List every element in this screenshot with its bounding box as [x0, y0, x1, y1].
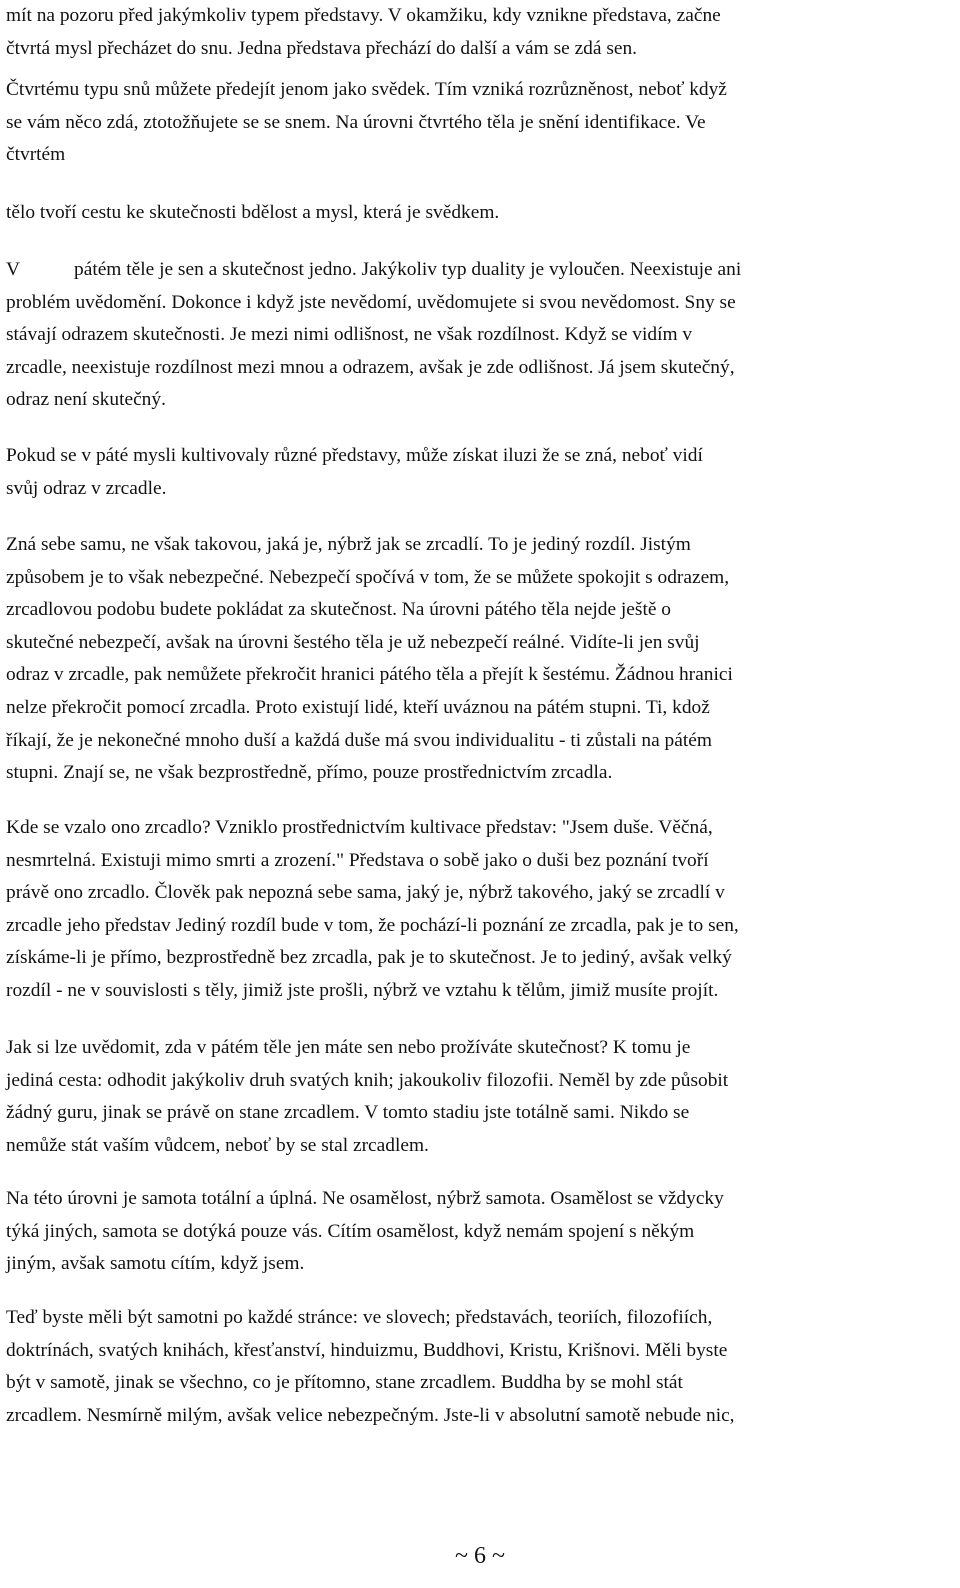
text-line: jiným, avšak samotu cítím, když jsem.: [6, 1253, 305, 1275]
text-line: týká jiných, samota se dotýká pouze vás. Cítím osamělost, když nemám spojení s někým: [6, 1220, 695, 1242]
page-number: ~ 6 ~: [455, 1543, 505, 1569]
text-line: čtvrtá mysl přecházet do snu. Jedna představa přechází do další a vám se zdá sen.: [6, 37, 638, 59]
text-line: Jak si lze uvědomit, zda v pátém těle jen máte sen nebo prožíváte skutečnost? K tomu je: [6, 1037, 691, 1058]
text-line: jediná cesta: odhodit jakýkoliv druh svatých knih; jakoukoliv filozofii. Neměl by zde působit: [6, 1069, 729, 1091]
text-line: zrcadlem. Nesmírně milým, avšak velice nebezpečným. Jste-li v absolutní samotě nebude nic,: [6, 1404, 735, 1426]
paragraph: [6, 1183, 724, 1281]
text-line: právě ono zrcadlo. Člověk pak nepozná sebe sama, jaký je, nýbrž takového, jaký se zrcadlí v: [6, 882, 725, 904]
text-line: Zná sebe samu, ne však takovou, jaká je, nýbrž jak se zrcadlí. To je jediný rozdíl. Jistým: [6, 534, 691, 555]
text-line: čtvrtém: [6, 144, 66, 166]
text-line: odraz v zrcadle, pak nemůžete překročit hranici pátého těla a přejít k šestému. Žádnou hranici: [6, 664, 733, 686]
text-line: zrcadlovou podobu budete pokládat za skutečnost. Na úrovni pátého těla nejde ještě o: [6, 599, 671, 621]
text-line: rozdíl - ne v souvislosti s těly, jimiž jste prošli, nýbrž ve vztahu k tělům, jimiž musíte projít.: [6, 979, 719, 1001]
paragraph: [6, 254, 741, 417]
text-line: stupni. Znají se, ne však bezprostředně, přímo, pouze prostřednictvím zrcadla.: [6, 762, 613, 784]
text-line: odraz není skutečný.: [6, 389, 166, 411]
text-line: zrcadle, neexistuje rozdílnost mezi mnou a odrazem, avšak je zde odlišnost. Já jsem skutečný,: [6, 356, 735, 378]
paragraph: [6, 812, 739, 1008]
text-line: Čtvrtému typu snů můžete předejít jenom jako svědek. Tím vzniká rozrůzněnost, neboť když: [6, 79, 727, 100]
paragraph: [6, 197, 499, 230]
text-line: zrcadle jeho představ Jediný rozdíl bude v tom, že pochází-li poznání ze zrcadla, pak je to sen,: [6, 914, 739, 936]
text-line: způsobem je to však nebezpečné. Nebezpečí spočívá v tom, že se můžete spokojit s odrazem,: [6, 566, 730, 588]
text-line: doktrínách, svatých knihách, křesťanství, hinduizmu, Buddhovi, Kristu, Krišnovi. Měli byste: [6, 1339, 728, 1361]
paragraph: [6, 529, 733, 790]
paragraph: [6, 1302, 735, 1432]
text-line: svůj odraz v zrcadle.: [6, 477, 167, 499]
text-line: získáme-li je přímo, bezprostředně bez zrcadla, pak je to skutečnost. Je to jediný, avšak velký: [6, 947, 732, 969]
text-line: Kde se vzalo ono zrcadlo? Vzniklo prostřednictvím kultivace představ: "Jsem duše. Věčná,: [6, 817, 713, 838]
paragraph: [6, 1032, 728, 1162]
text-line: stávají odrazem skutečnosti. Je mezi nimi odlišnost, ne však rozdílnost. Když se vidím v: [6, 324, 693, 346]
paragraph: [6, 440, 703, 505]
text-line: žádný guru, jinak se právě on stane zrcadlem. V tomto stadiu jste totálně sami. Nikdo se: [6, 1102, 690, 1124]
paragraph: [6, 74, 727, 172]
text-line: nemůže stát vaším vůdcem, neboť by se stal zrcadlem.: [6, 1134, 429, 1156]
text-line: být v samotě, jinak se všechno, co je přítomno, stane zrcadlem. Buddha by se mohl stát: [6, 1372, 683, 1394]
paragraph: [6, 0, 721, 65]
text-line: [6, 254, 741, 287]
text-line: říkají, že je nekonečné mnoho duší a každá duše má svou individualitu - ti zůstali na pátém: [6, 729, 712, 751]
text-line: se vám něco zdá, ztotožňujete se se snem. Na úrovni čtvrtého těla je snění identifikace. Ve: [6, 111, 706, 133]
paragraph-first-word: V: [6, 259, 21, 280]
text-line: Teď byste měli být samotni po každé stránce: ve slovech; představách, teoriích, filozofiích,: [6, 1307, 713, 1328]
text-line: nesmrtelná. Existuji mimo smrti a zrození." Představa o sobě jako o duši bez poznání tvoří: [6, 849, 709, 871]
text-line: Na této úrovni je samota totální a úplná. Ne osamělost, nýbrž samota. Osamělost se vždycky: [6, 1188, 724, 1209]
text-line-rest: pátém těle je sen a skutečnost jedno. Jakýkoliv typ duality je vyloučen. Neexistuje ani: [74, 259, 742, 280]
text-line: Pokud se v páté mysli kultivovaly různé představy, může získat iluzi že se zná, neboť vidí: [6, 445, 703, 466]
text-line: mít na pozoru před jakýmkoliv typem představy. V okamžiku, kdy vznikne představa, začne: [6, 5, 721, 26]
text-line: problém uvědomění. Dokonce i když jste nevědomí, uvědomujete si svou nevědomost. Sny se: [6, 291, 736, 313]
text-line: skutečné nebezpečí, avšak na úrovni šestého těla je už nebezpečí reálné. Vidíte-li jen svůj: [6, 631, 700, 653]
text-line: tělo tvoří cestu ke skutečnosti bdělost a mysl, která je svědkem.: [6, 202, 500, 223]
text-line: nelze překročit pomocí zrcadla. Proto existují lidé, kteří uváznou na pátém stupni. Ti, kdož: [6, 696, 710, 718]
